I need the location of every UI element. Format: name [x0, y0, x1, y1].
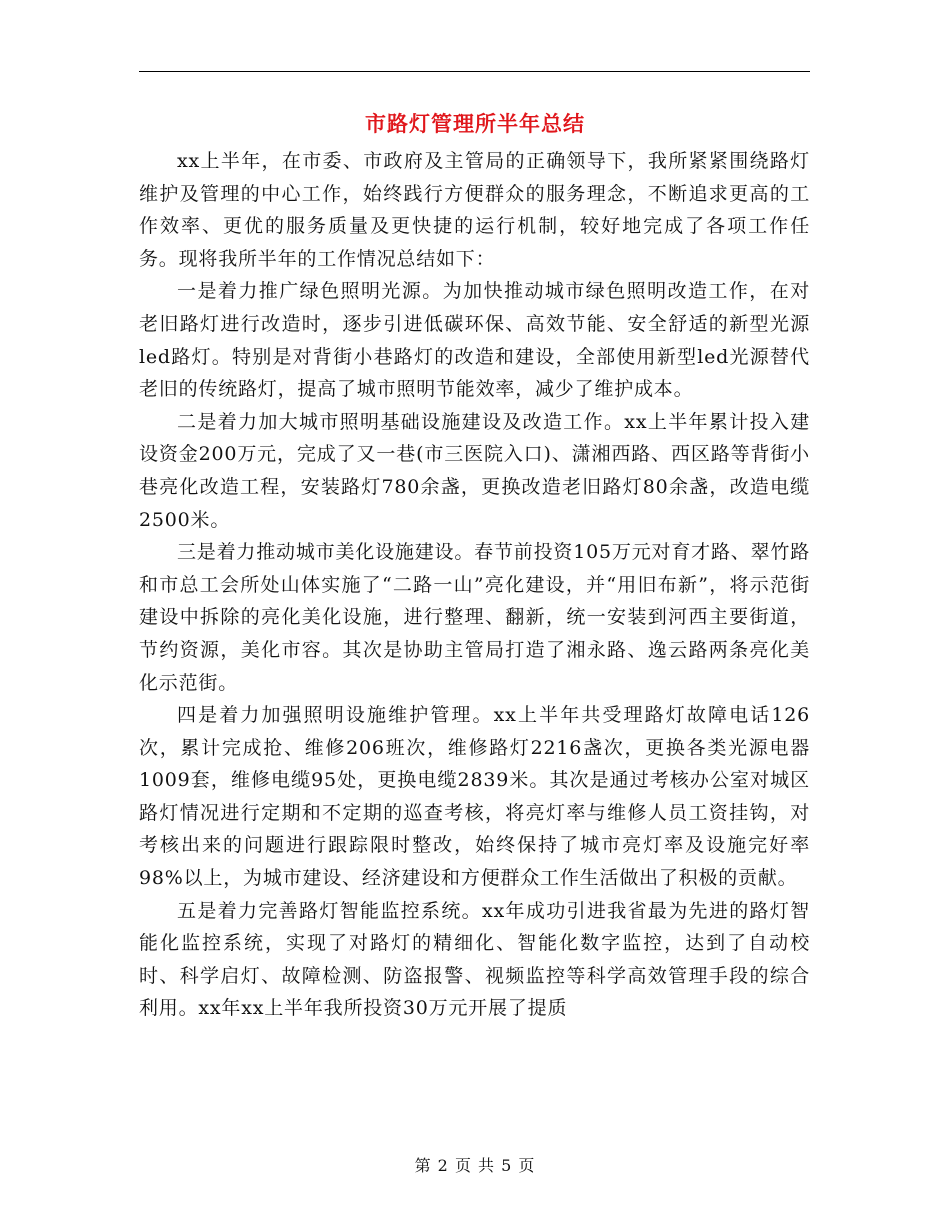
document-title: 市路灯管理所半年总结 — [365, 111, 585, 136]
document-body — [139, 145, 810, 1025]
paragraph-item-3: 三是着力推动城市美化设施建设。春节前投资105万元对育才路、翠竹路和市总工会所处山体实施了“二路一山”亮化建设，并“用旧布新”，将示范街建设中拆除的亮化美化设施，进行整理、翻新，统一安装到河西主要街道，节约资源，美化市容。其次是协助主管局打造了湘永路、逸云路两条亮化美化示范街。 — [139, 541, 810, 694]
page-number: 第 2 页 共 5 页 — [414, 1156, 536, 1175]
header-rule — [139, 71, 810, 72]
paragraph-item-1: 一是着力推广绿色照明光源。为加快推动城市绿色照明改造工作，在对老旧路灯进行改造时，逐步引进低碳环保、高效节能、安全舒适的新型光源led路灯。特别是对背街小巷路灯的改造和建设，全部使用新型led光源替代老旧的传统路灯，提高了城市照明节能效率，减少了维护成本。 — [139, 280, 810, 401]
paragraph-item-4: 四是着力加强照明设施维护管理。xx上半年共受理路灯故障电话126次，累计完成抢、维修206班次，维修路灯2216盏次，更换各类光源电器1009套，维修电缆95处，更换电缆2839米。其次是通过考核办公室对城区路灯情况进行定期和不定期的巡查考核，将亮灯率与维修人员工资挂钩，对考核出来的问题进行跟踪限时整改，始终保持了城市亮灯率及设施完好率98%以上，为城市建设、经济建设和方便群众工作生活做出了积极的贡献。 — [139, 704, 810, 890]
paragraph-item-5: 五是着力完善路灯智能监控系统。xx年成功引进我省最为先进的路灯智能化监控系统，实现了对路灯的精细化、智能化数字监控，达到了自动校时、科学启灯、故障检测、防盗报警、视频监控等科学高效管理手段的综合利用。xx年xx上半年我所投资30万元开展了提质 — [139, 899, 810, 1020]
paragraph-item-2: 二是着力加大城市照明基础设施建设及改造工作。xx上半年累计投入建设资金200万元，完成了又一巷(市三医院入口)、潇湘西路、西区路等背街小巷亮化改造工程，安装路灯780余盏，更换改造老旧路灯80余盏，改造电缆2500米。 — [139, 410, 810, 531]
paragraph-intro: xx上半年，在市委、市政府及主管局的正确领导下，我所紧紧围绕路灯维护及管理的中心工作，始终践行方便群众的服务理念，不断追求更高的工作效率、更优的服务质量及更快捷的运行机制，较好地完成了各项工作任务。现将我所半年的工作情况总结如下： — [139, 150, 810, 270]
